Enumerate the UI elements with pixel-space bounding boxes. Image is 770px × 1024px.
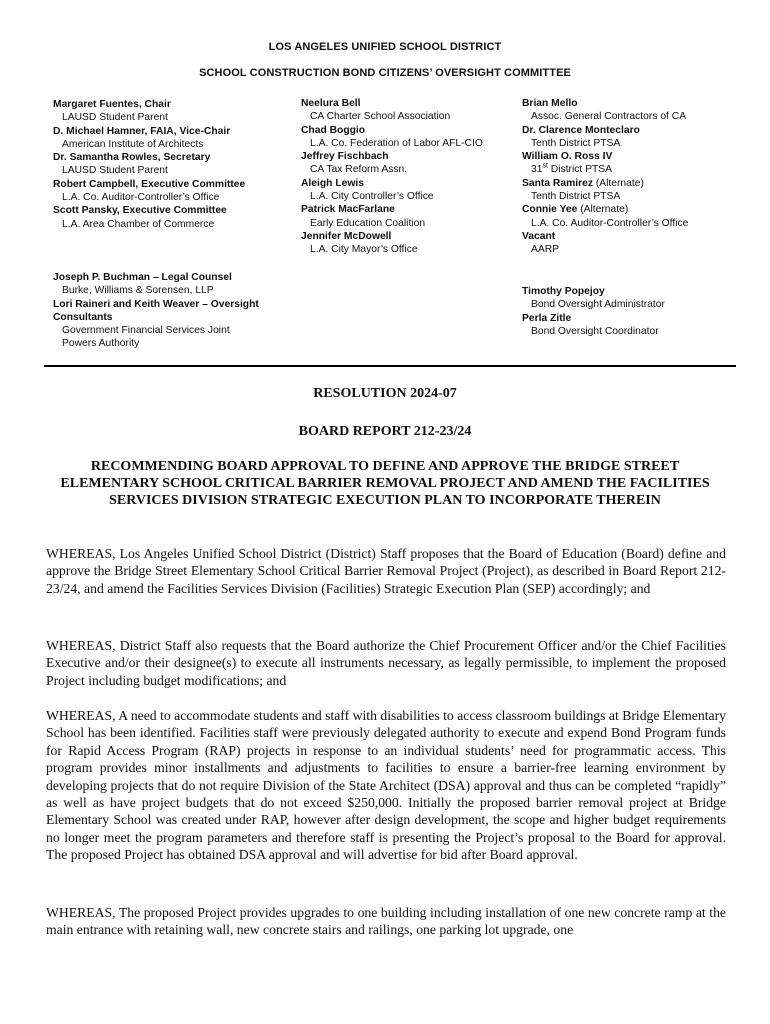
member-org: L.A. Co. Federation of Labor AFL-CIO — [310, 137, 483, 149]
staff-org: Bond Oversight Administrator — [531, 299, 665, 311]
board-report-number: BOARD REPORT 212-23/24 — [298, 424, 472, 439]
staff-name: Timothy Popejoy — [522, 286, 605, 297]
member-org: L.A. City Mayor’s Office — [310, 244, 418, 256]
member-org: L.A. City Controller’s Office — [310, 191, 434, 203]
staff-right-column — [522, 285, 737, 338]
ordinal-suffix: st — [542, 163, 548, 171]
staff-name: Joseph P. Buchman – Legal Counsel — [53, 272, 232, 283]
member-name: Jennifer McDowell — [301, 230, 392, 242]
member-org — [522, 163, 737, 176]
staff-name: Perla Zitle — [522, 312, 572, 324]
staff-org: Bond Oversight Coordinator — [531, 325, 659, 337]
member-name: Santa Ramirez (Alternate) — [522, 177, 644, 189]
member-name: Brian Mello — [522, 98, 578, 109]
staff-left-column — [53, 271, 285, 351]
member-name: Connie Yee (Alternate) — [522, 204, 629, 216]
members-right-column — [522, 97, 737, 257]
staff-org: Government Financial Services Joint Powers Authority — [62, 325, 230, 350]
whereas-paragraph: WHEREAS, Los Angeles Unified School District (District) Staff proposes that the Board of Education (Board) define and approve the Bridge Street Elementary School Critical Barrier Removal Project (Project), as described in Board Report 212-23/24, and amend the Facilities Services Division (Facilities) Strategic Execution Plan (SEP) accordingly; and — [46, 546, 726, 596]
member-name: Robert Campbell, Executive Committee — [53, 178, 246, 190]
member-org: L.A. Area Chamber of Commerce — [62, 218, 215, 230]
district-heading: LOS ANGELES UNIFIED SCHOOL DISTRICT — [268, 41, 502, 53]
header-divider — [44, 365, 736, 367]
member-org: Early Education Coalition — [310, 217, 426, 229]
whereas-paragraph: WHEREAS, The proposed Project provides upgrades to one building including installation of one new concrete ramp at the main entrance with retaining wall, new concrete stairs and railings, one parking lot upgrade, one — [46, 905, 726, 938]
resolution-title: RECOMMENDING BOARD APPROVAL TO DEFINE AND APPROVE THE BRIDGE STREET ELEMENTARY SCHOOL CRITICAL BARRIER REMOVAL PROJECT AND AMEND THE FACILITIES SERVICES DIVISION STRATEGIC EXECUTION PLAN TO INCORPORATE THEREIN — [60, 459, 710, 508]
member-org: Tenth District PTSA — [531, 137, 621, 149]
member-name: Chad Boggio — [301, 124, 366, 136]
district-label: District PTSA — [547, 164, 612, 176]
member-org: L.A. Co. Auditor-Controller’s Office — [531, 217, 689, 229]
member-org: L.A. Co. Auditor-Controller’s Office — [62, 192, 220, 204]
members-left-column — [53, 98, 293, 231]
member-org: AARP — [531, 244, 560, 256]
member-name: Margaret Fuentes, Chair — [53, 99, 171, 110]
committee-heading: SCHOOL CONSTRUCTION BOND CITIZENS’ OVERSIGHT COMMITTEE — [199, 67, 571, 79]
resolution-number: RESOLUTION 2024-07 — [313, 386, 457, 401]
member-org: LAUSD Student Parent — [62, 165, 168, 177]
members-middle-column — [301, 97, 511, 257]
member-name: Vacant — [522, 230, 556, 242]
member-name: Dr. Clarence Monteclaro — [522, 124, 640, 136]
member-name: William O. Ross IV — [522, 151, 613, 163]
alternate-label: (Alternate) — [577, 204, 629, 216]
member-org: Tenth District PTSA — [531, 191, 621, 203]
alternate-label: (Alternate) — [592, 177, 644, 189]
district-number: 31 — [531, 164, 543, 176]
staff-name: Lori Raineri and Keith Weaver – Oversight Consultants — [53, 298, 259, 323]
member-org: American Institute of Architects — [62, 138, 204, 150]
member-name: Scott Pansky, Executive Committee — [53, 205, 227, 217]
member-name: Aleigh Lewis — [301, 177, 364, 189]
member-org: CA Charter School Association — [310, 111, 451, 123]
member-name: Jeffrey Fischbach — [301, 151, 389, 163]
member-org: CA Tax Reform Assn. — [310, 164, 408, 176]
member-name: Dr. Samantha Rowles, Secretary — [53, 152, 211, 164]
member-name: D. Michael Hamner, FAIA, Vice-Chair — [53, 125, 231, 137]
member-org: Assoc. General Contractors of CA — [531, 111, 687, 123]
whereas-paragraph: WHEREAS, District Staff also requests that the Board authorize the Chief Procurement Officer and/or the Chief Facilities Executive and/or their designee(s) to execute all instruments necessary, as legally permissible, to implement the proposed Project including budget modifications; and — [46, 638, 726, 688]
whereas-paragraph: WHEREAS, A need to accommodate students and staff with disabilities to access classroom buildings at Bridge Elementary School has been identified. Facilities staff were previously delegated authority to execute and expend Bond Program funds for Rapid Access Program (RAP) projects in response to an individual students’ need for programmatic access. This program provides minor installments and adjustments to facilities to ensure a barrier-free learning environment by developing projects that do not require Division of the State Architect (DSA) approval and thus can be completed “rapidly” as well as have project budgets that do not exceed $250,000. Initially the proposed barrier removal project at Bridge Elementary School was created under RAP, however after design development, the scope and higher budget requirements no longer meet the program parameters and therefore staff is presenting the Project’s proposal to the Board for approval. The proposed Project has obtained DSA approval and will advertise for bid after Board approval. — [46, 708, 726, 863]
staff-org: Burke, Williams & Sorensen, LLP — [62, 285, 214, 297]
member-org: LAUSD Student Parent — [62, 112, 168, 124]
member-name: Patrick MacFarlane — [301, 204, 395, 216]
member-name: Neelura Bell — [301, 98, 361, 109]
